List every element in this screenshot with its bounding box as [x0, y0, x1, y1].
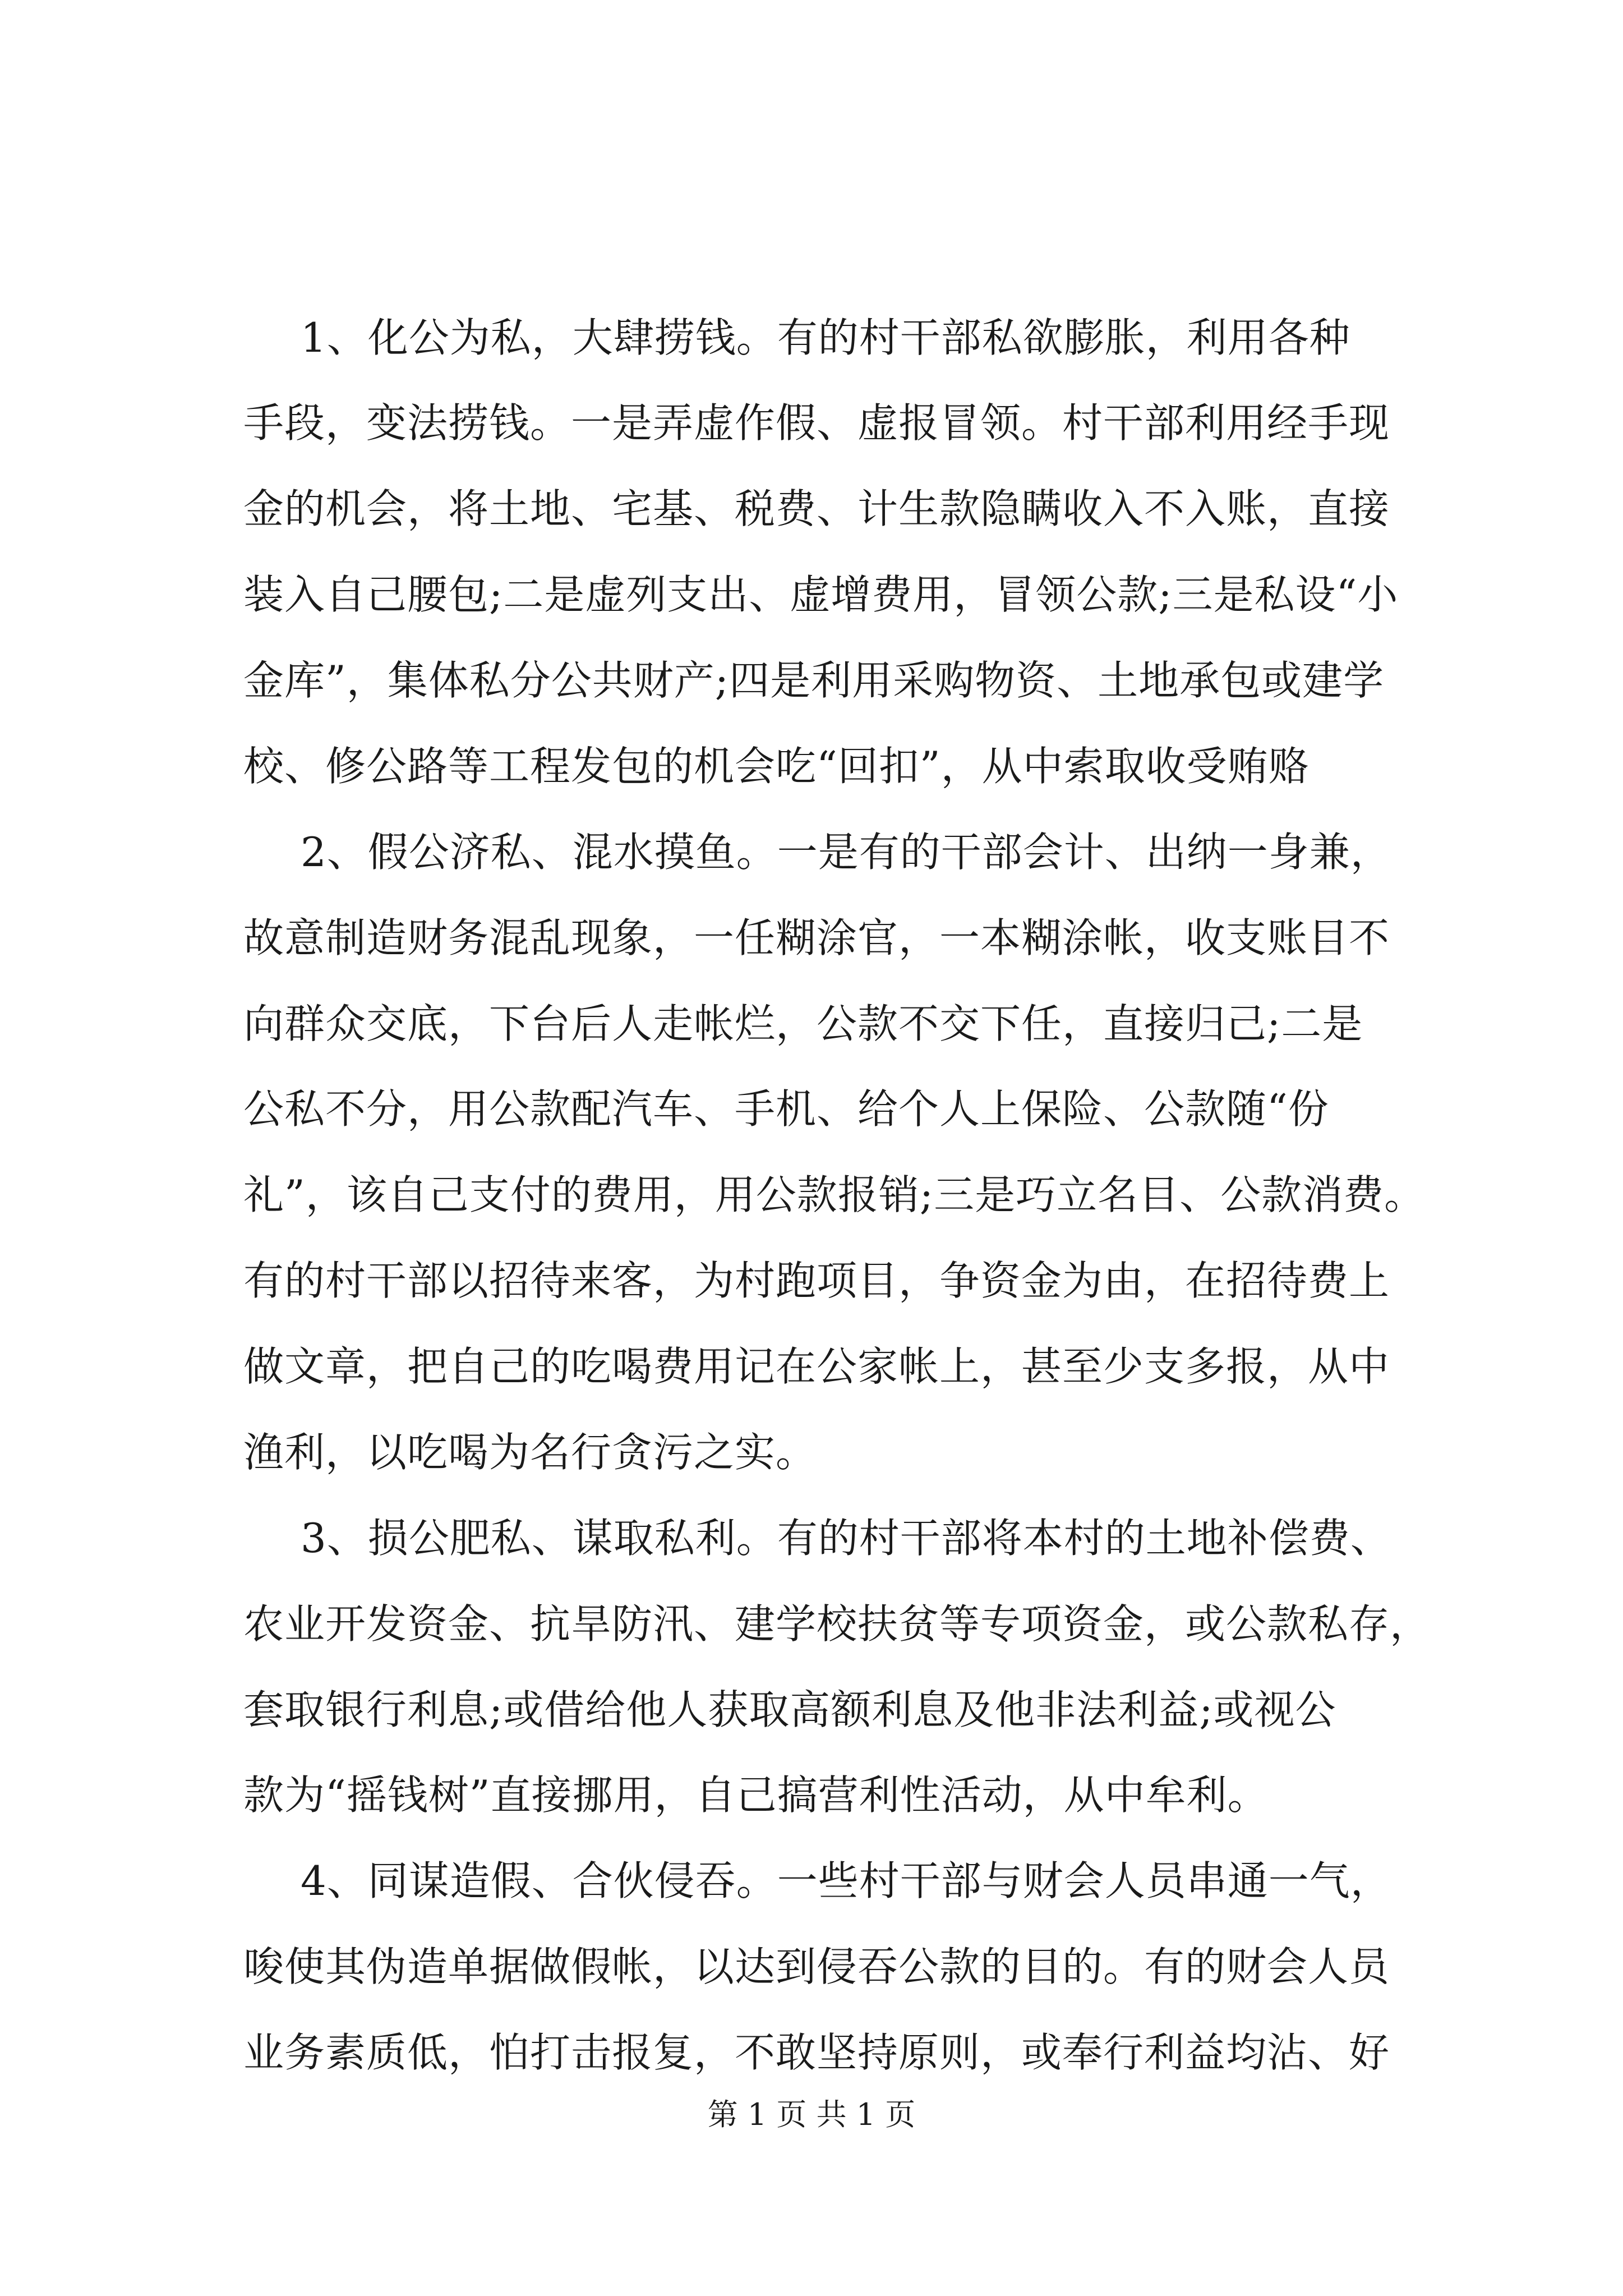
paragraph-3-line-3: 套取银行利息;或借给他人获取高额利息及他非法利益;或视公: [243, 1686, 1336, 1733]
paragraph-2-line-8: 渔利，以吃喝为名行贪污之实。: [243, 1429, 817, 1476]
paragraph-1-line-5: 金库”，集体私分公共财产;四是利用采购物资、土地承包或建学: [243, 657, 1385, 704]
paragraph-2-line-6: 有的村干部以招待来客，为村跑项目，争资金为由，在招待费上: [243, 1257, 1390, 1304]
page-footer: 第 1 页 共 1 页: [707, 2097, 916, 2132]
paragraph-1-line-1: 1、化公为私，大肆捞钱。有的村干部私欲膨胀，利用各种: [301, 314, 1350, 361]
paragraph-2-line-1: 2、假公济私、混水摸鱼。一是有的干部会计、出纳一身兼，: [301, 829, 1391, 876]
paragraph-1-line-6: 校、修公路等工程发包的机会吃“回扣”，从中索取收受贿赂: [243, 743, 1310, 790]
paragraph-2-line-3: 向群众交底，下台后人走帐烂，公款不交下任，直接归己;二是: [243, 1000, 1363, 1047]
paragraph-1-line-2: 手段，变法捞钱。一是弄虚作假、虚报冒领。村干部利用经手现: [243, 399, 1390, 447]
paragraph-4-line-2: 唆使其伪造单据做假帐，以达到侵吞公款的目的。有的财会人员: [243, 1943, 1390, 1990]
paragraph-4-line-3: 业务素质低，怕打击报复，不敢坚持原则，或奉行利益均沾、好: [243, 2029, 1390, 2076]
paragraph-2-line-5: 礼”，该自己支付的费用，用公款报销;三是巧立名目、公款消费。: [243, 1171, 1426, 1218]
paragraph-1-line-3: 金的机会，将土地、宅基、税费、计生款隐瞒收入不入账，直接: [243, 485, 1390, 532]
paragraph-3-line-4: 款为“摇钱树”直接挪用，自己搞营利性活动，从中牟利。: [243, 1772, 1269, 1819]
paragraph-3-line-2: 农业开发资金、抗旱防汛、建学校扶贫等专项资金，或公款私存，: [243, 1600, 1431, 1648]
paragraph-4-line-1: 4、同谋造假、合伙侵吞。一些村干部与财会人员串通一气，: [301, 1857, 1391, 1904]
paragraph-2-line-2: 故意制造财务混乱现象，一任糊涂官，一本糊涂帐，收支账目不: [243, 914, 1390, 961]
paragraph-2-line-7: 做文章，把自己的吃喝费用记在公家帐上，甚至少支多报，从中: [243, 1343, 1390, 1390]
paragraph-3-line-1: 3、损公肥私、谋取私利。有的村干部将本村的土地补偿费、: [301, 1515, 1391, 1562]
paragraph-1-line-4: 装入自己腰包;二是虚列支出、虚增费用，冒领公款;三是私设“小: [243, 571, 1399, 618]
paragraph-2-line-4: 公私不分，用公款配汽车、手机、给个人上保险、公款随“份: [243, 1085, 1329, 1133]
